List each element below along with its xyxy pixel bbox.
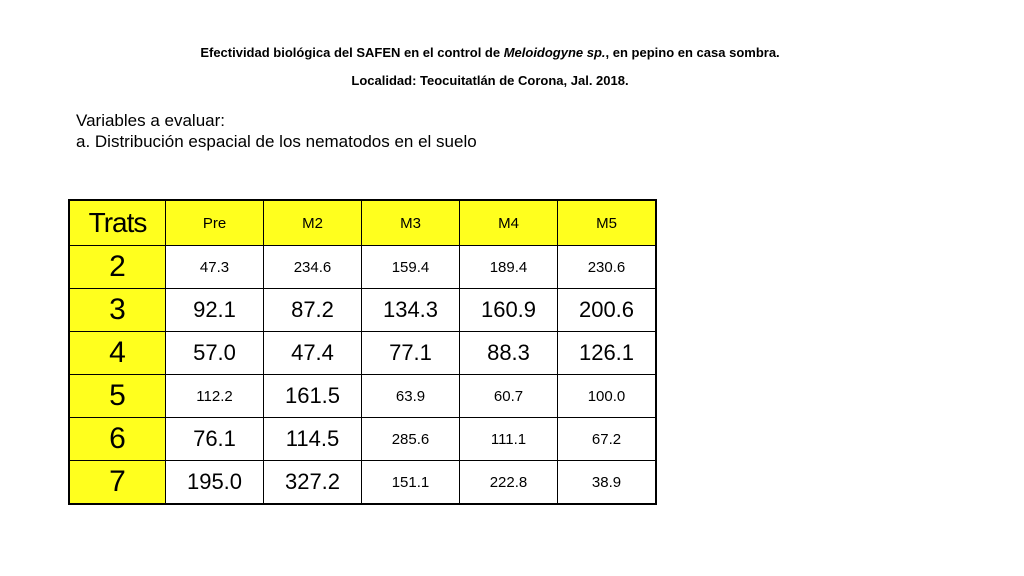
table-cell: 76.1 xyxy=(166,418,264,461)
column-header: M2 xyxy=(264,200,362,246)
table-cell: 230.6 xyxy=(558,246,657,289)
table-cell: 327.2 xyxy=(264,461,362,505)
row-header-trat: 3 xyxy=(69,289,166,332)
table-cell: 200.6 xyxy=(558,289,657,332)
table-cell: 195.0 xyxy=(166,461,264,505)
table-cell: 88.3 xyxy=(460,332,558,375)
table-cell: 57.0 xyxy=(166,332,264,375)
table-cell: 100.0 xyxy=(558,375,657,418)
title-part1: Efectividad biológica del SAFEN en el control de xyxy=(200,45,504,60)
table-cell: 114.5 xyxy=(264,418,362,461)
table-cell: 77.1 xyxy=(362,332,460,375)
row-header-trat: 2 xyxy=(69,246,166,289)
row-header-trat: 6 xyxy=(69,418,166,461)
table-row xyxy=(69,246,656,289)
table-cell: 92.1 xyxy=(166,289,264,332)
table-row xyxy=(69,418,656,461)
column-header: M4 xyxy=(460,200,558,246)
variables-item-a: a. Distribución espacial de los nematodos en el suelo xyxy=(76,132,477,151)
table-cell: 189.4 xyxy=(460,246,558,289)
table-cell: 111.1 xyxy=(460,418,558,461)
table-cell: 38.9 xyxy=(558,461,657,505)
table-cell: 67.2 xyxy=(558,418,657,461)
table-cell: 160.9 xyxy=(460,289,558,332)
table-cell: 47.4 xyxy=(264,332,362,375)
corner-header: Trats xyxy=(69,200,166,246)
title-part2: , en pepino en casa sombra. xyxy=(605,45,780,60)
table-cell: 222.8 xyxy=(460,461,558,505)
table-cell: 151.1 xyxy=(362,461,460,505)
table-cell: 159.4 xyxy=(362,246,460,289)
table-row xyxy=(69,289,656,332)
column-header: M5 xyxy=(558,200,657,246)
page-title xyxy=(0,45,980,60)
table-cell: 161.5 xyxy=(264,375,362,418)
table-cell: 285.6 xyxy=(362,418,460,461)
variables-heading: Variables a evaluar: xyxy=(76,111,225,130)
table-cell: 134.3 xyxy=(362,289,460,332)
column-header: M3 xyxy=(362,200,460,246)
table-cell: 60.7 xyxy=(460,375,558,418)
results-table xyxy=(68,199,657,505)
table-row xyxy=(69,375,656,418)
variables-block xyxy=(76,110,477,152)
table-cell: 234.6 xyxy=(264,246,362,289)
table-cell: 47.3 xyxy=(166,246,264,289)
table-cell: 63.9 xyxy=(362,375,460,418)
table-row xyxy=(69,332,656,375)
table-cell: 112.2 xyxy=(166,375,264,418)
row-header-trat: 4 xyxy=(69,332,166,375)
title-italic-species: Meloidogyne sp. xyxy=(503,45,606,60)
row-header-trat: 7 xyxy=(69,461,166,505)
table-cell: 126.1 xyxy=(558,332,657,375)
page-subtitle: Localidad: Teocuitatlán de Corona, Jal. 2018. xyxy=(351,73,629,88)
table-row xyxy=(69,461,656,505)
row-header-trat: 5 xyxy=(69,375,166,418)
table-header-row xyxy=(69,200,656,246)
column-header: Pre xyxy=(166,200,264,246)
table-cell: 87.2 xyxy=(264,289,362,332)
